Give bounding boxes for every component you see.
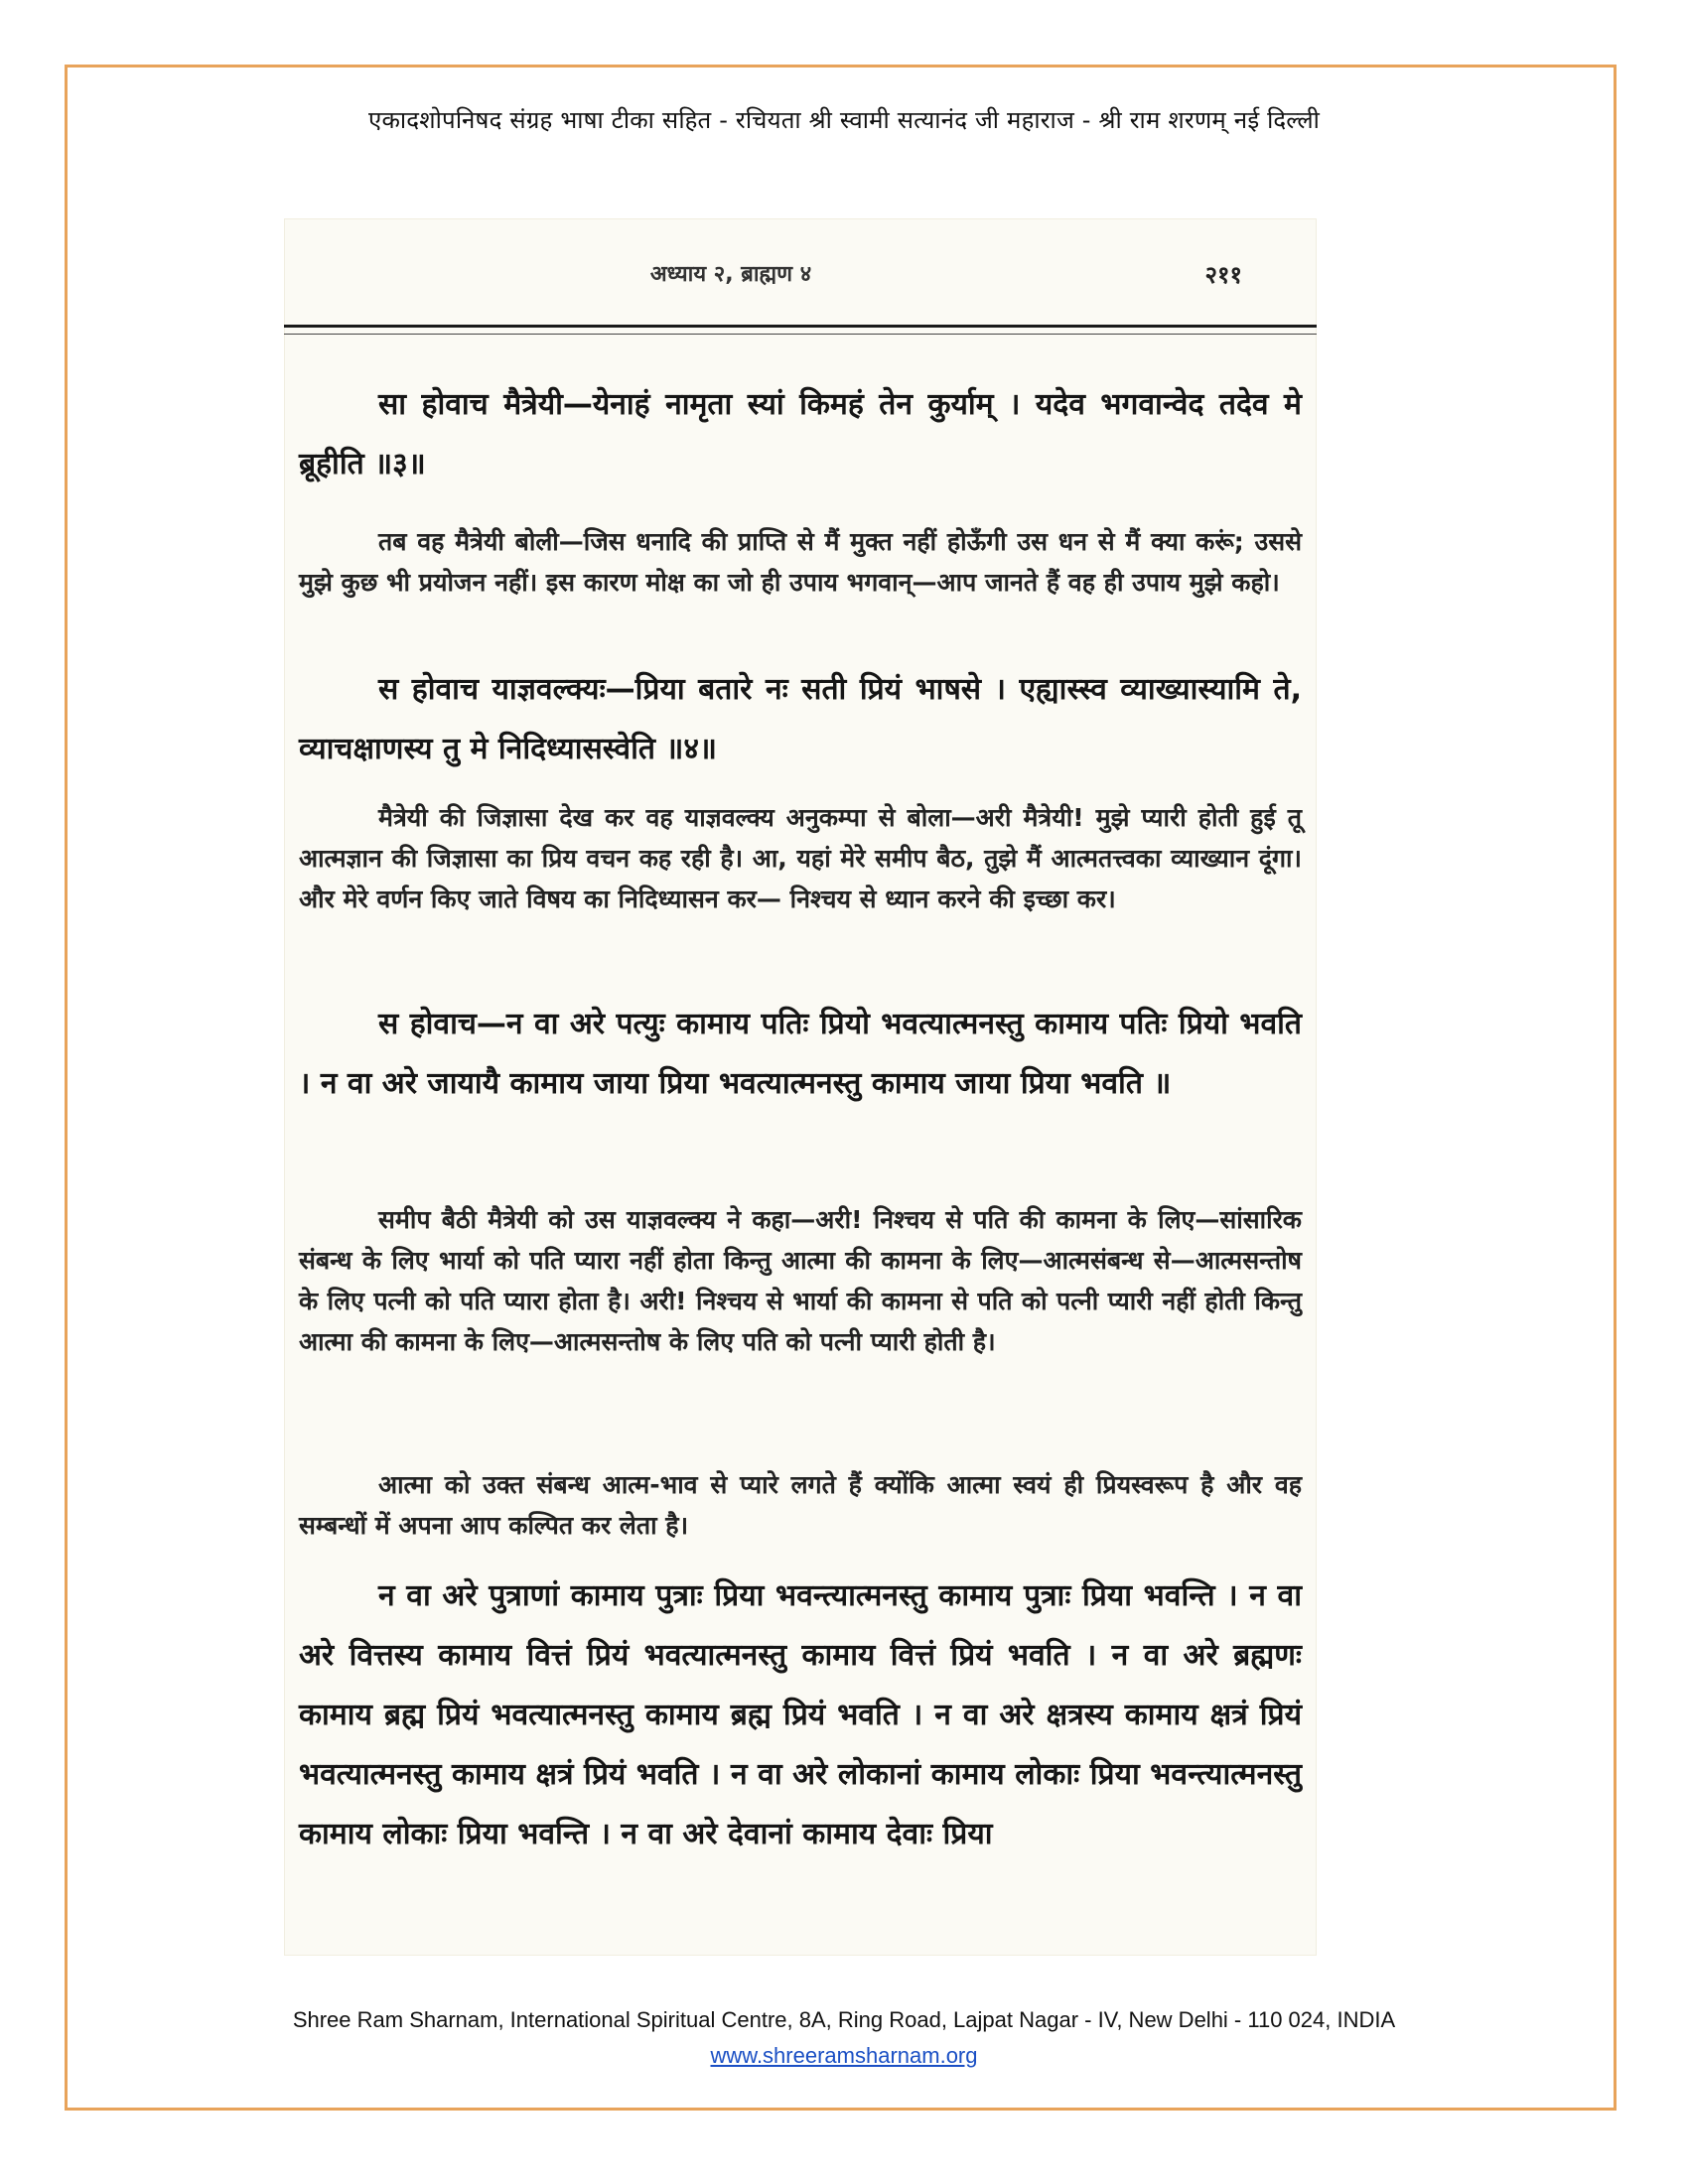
- commentary-5b: आत्मा को उक्त संबन्ध आत्म-भाव से प्यारे लगते हैं क्योंकि आत्मा स्वयं ही प्रियस्वरूप है और वह सम्बन्धों में अपना आप कल्पित कर लेता है।: [299, 1470, 1302, 1540]
- verse-3: सा होवाच मैत्रेयी—येनाहं नामृता स्यां किमहं तेन कुर्याम् । यदेव भगवान्वेद तदेव मे ब्रूहीति ॥३॥: [299, 387, 1302, 481]
- verse-4: स होवाच याज्ञवल्क्यः—प्रिया बतारे नः सती प्रियं भाषसे । एह्यास्स्व व्याख्यास्यामि ते, व्याचक्षाणस्य तु मे निदिध्यासस्वेति ॥४॥: [299, 672, 1302, 766]
- commentary-3: तब वह मैत्रेयी बोली—जिस धनादि की प्राप्ति से मैं मुक्त नहीं होऊँगी उस धन से मैं क्या करूं; उससे मुझे कुछ भी प्रयोजन नहीं। इस कारण मोक्ष का जो ही उपाय भगवान्—आप जानते हैं वह ही उपाय मुझे कहो।: [299, 527, 1302, 597]
- verse-5: स होवाच—न वा अरे पत्युः कामाय पतिः प्रियो भवत्यात्मनस्तु कामाय पतिः प्रियो भवति । न वा अरे जायायै कामाय जाया प्रिया भवत्यात्मनस्तु कामाय जाया प्रिया भवति ॥: [299, 1007, 1302, 1101]
- scanned-page: [284, 218, 1317, 1956]
- verse-5-continued: न वा अरे पुत्राणां कामाय पुत्राः प्रिया भवन्त्यात्मनस्तु कामाय पुत्राः प्रिया भवन्ति । न वा अरे वित्तस्य कामाय वित्तं प्रियं भवत्यात्मनस्तु कामाय वित्तं प्रियं भवति । न वा अरे ब्रह्मणः कामाय ब्रह्म प्रियं भवत्यात्मनस्तु कामाय ब्रह्म प्रियं भवति । न वा अरे क्षत्रस्य कामाय क्षत्रं प्रियं भवत्यात्मनस्तु कामाय क्षत्रं प्रियं भवति । न वा अरे लोकानां कामाय लोकाः प्रिया भवन्त्यात्मनस्तु कामाय लोकाः प्रिया भवन्ति । न वा अरे देवानां कामाय देवाः प्रिया: [299, 1578, 1302, 1851]
- website-link[interactable]: www.shreeramsharnam.org: [710, 2043, 978, 2068]
- document-header: एकादशोपनिषद संग्रह भाषा टीका सहित - रचियता श्री स्वामी सत्यानंद जी महाराज - श्री राम शरणम् नई दिल्ली: [367, 106, 1321, 134]
- footer-address: Shree Ram Sharnam, International Spiritual Centre, 8A, Ring Road, Lajpat Nagar - IV, New Delhi - 110 024, INDIA: [292, 2007, 1396, 2032]
- commentary-4: मैत्रेयी की जिज्ञासा देख कर वह याज्ञवल्क्य अनुकम्पा से बोला—अरी मैत्रेयी! मुझे प्यारी होती हुई तू आत्मज्ञान की जिज्ञासा का प्रिय वचन कह रही है। आ, यहां मेरे समीप बैठ, तुझे मैं आत्मतत्त्वका व्याख्यान दूंगा। और मेरे वर्णन किए जाते विषय का निदिध्यासन कर— निश्चय से ध्यान करने की इच्छा कर।: [299, 803, 1302, 913]
- running-head: [284, 258, 1317, 298]
- header-rule-thick: [284, 325, 1317, 328]
- page-number: २११: [1204, 261, 1242, 289]
- header-rule-thin: [284, 334, 1317, 335]
- commentary-5: समीप बैठी मैत्रेयी को उस याज्ञवल्क्य ने कहा—अरी! निश्चय से पति की कामना के लिए—सांसारिक संबन्ध के लिए भार्या को पति प्यारा नहीं होता किन्तु आत्मा की कामना के लिए—आत्मसंबन्ध से—आत्मसन्तोष के लिए पत्नी को पति प्यारा होता है। अरी! निश्चय से भार्या की कामना से पति को पत्नी प्यारी नहीं होती किन्तु आत्मा की कामना के लिए—आत्मसन्तोष के लिए पति को पत्नी प्यारी होती है।: [299, 1205, 1302, 1356]
- chapter-heading: अध्याय २, ब्राह्मण ४: [649, 262, 812, 287]
